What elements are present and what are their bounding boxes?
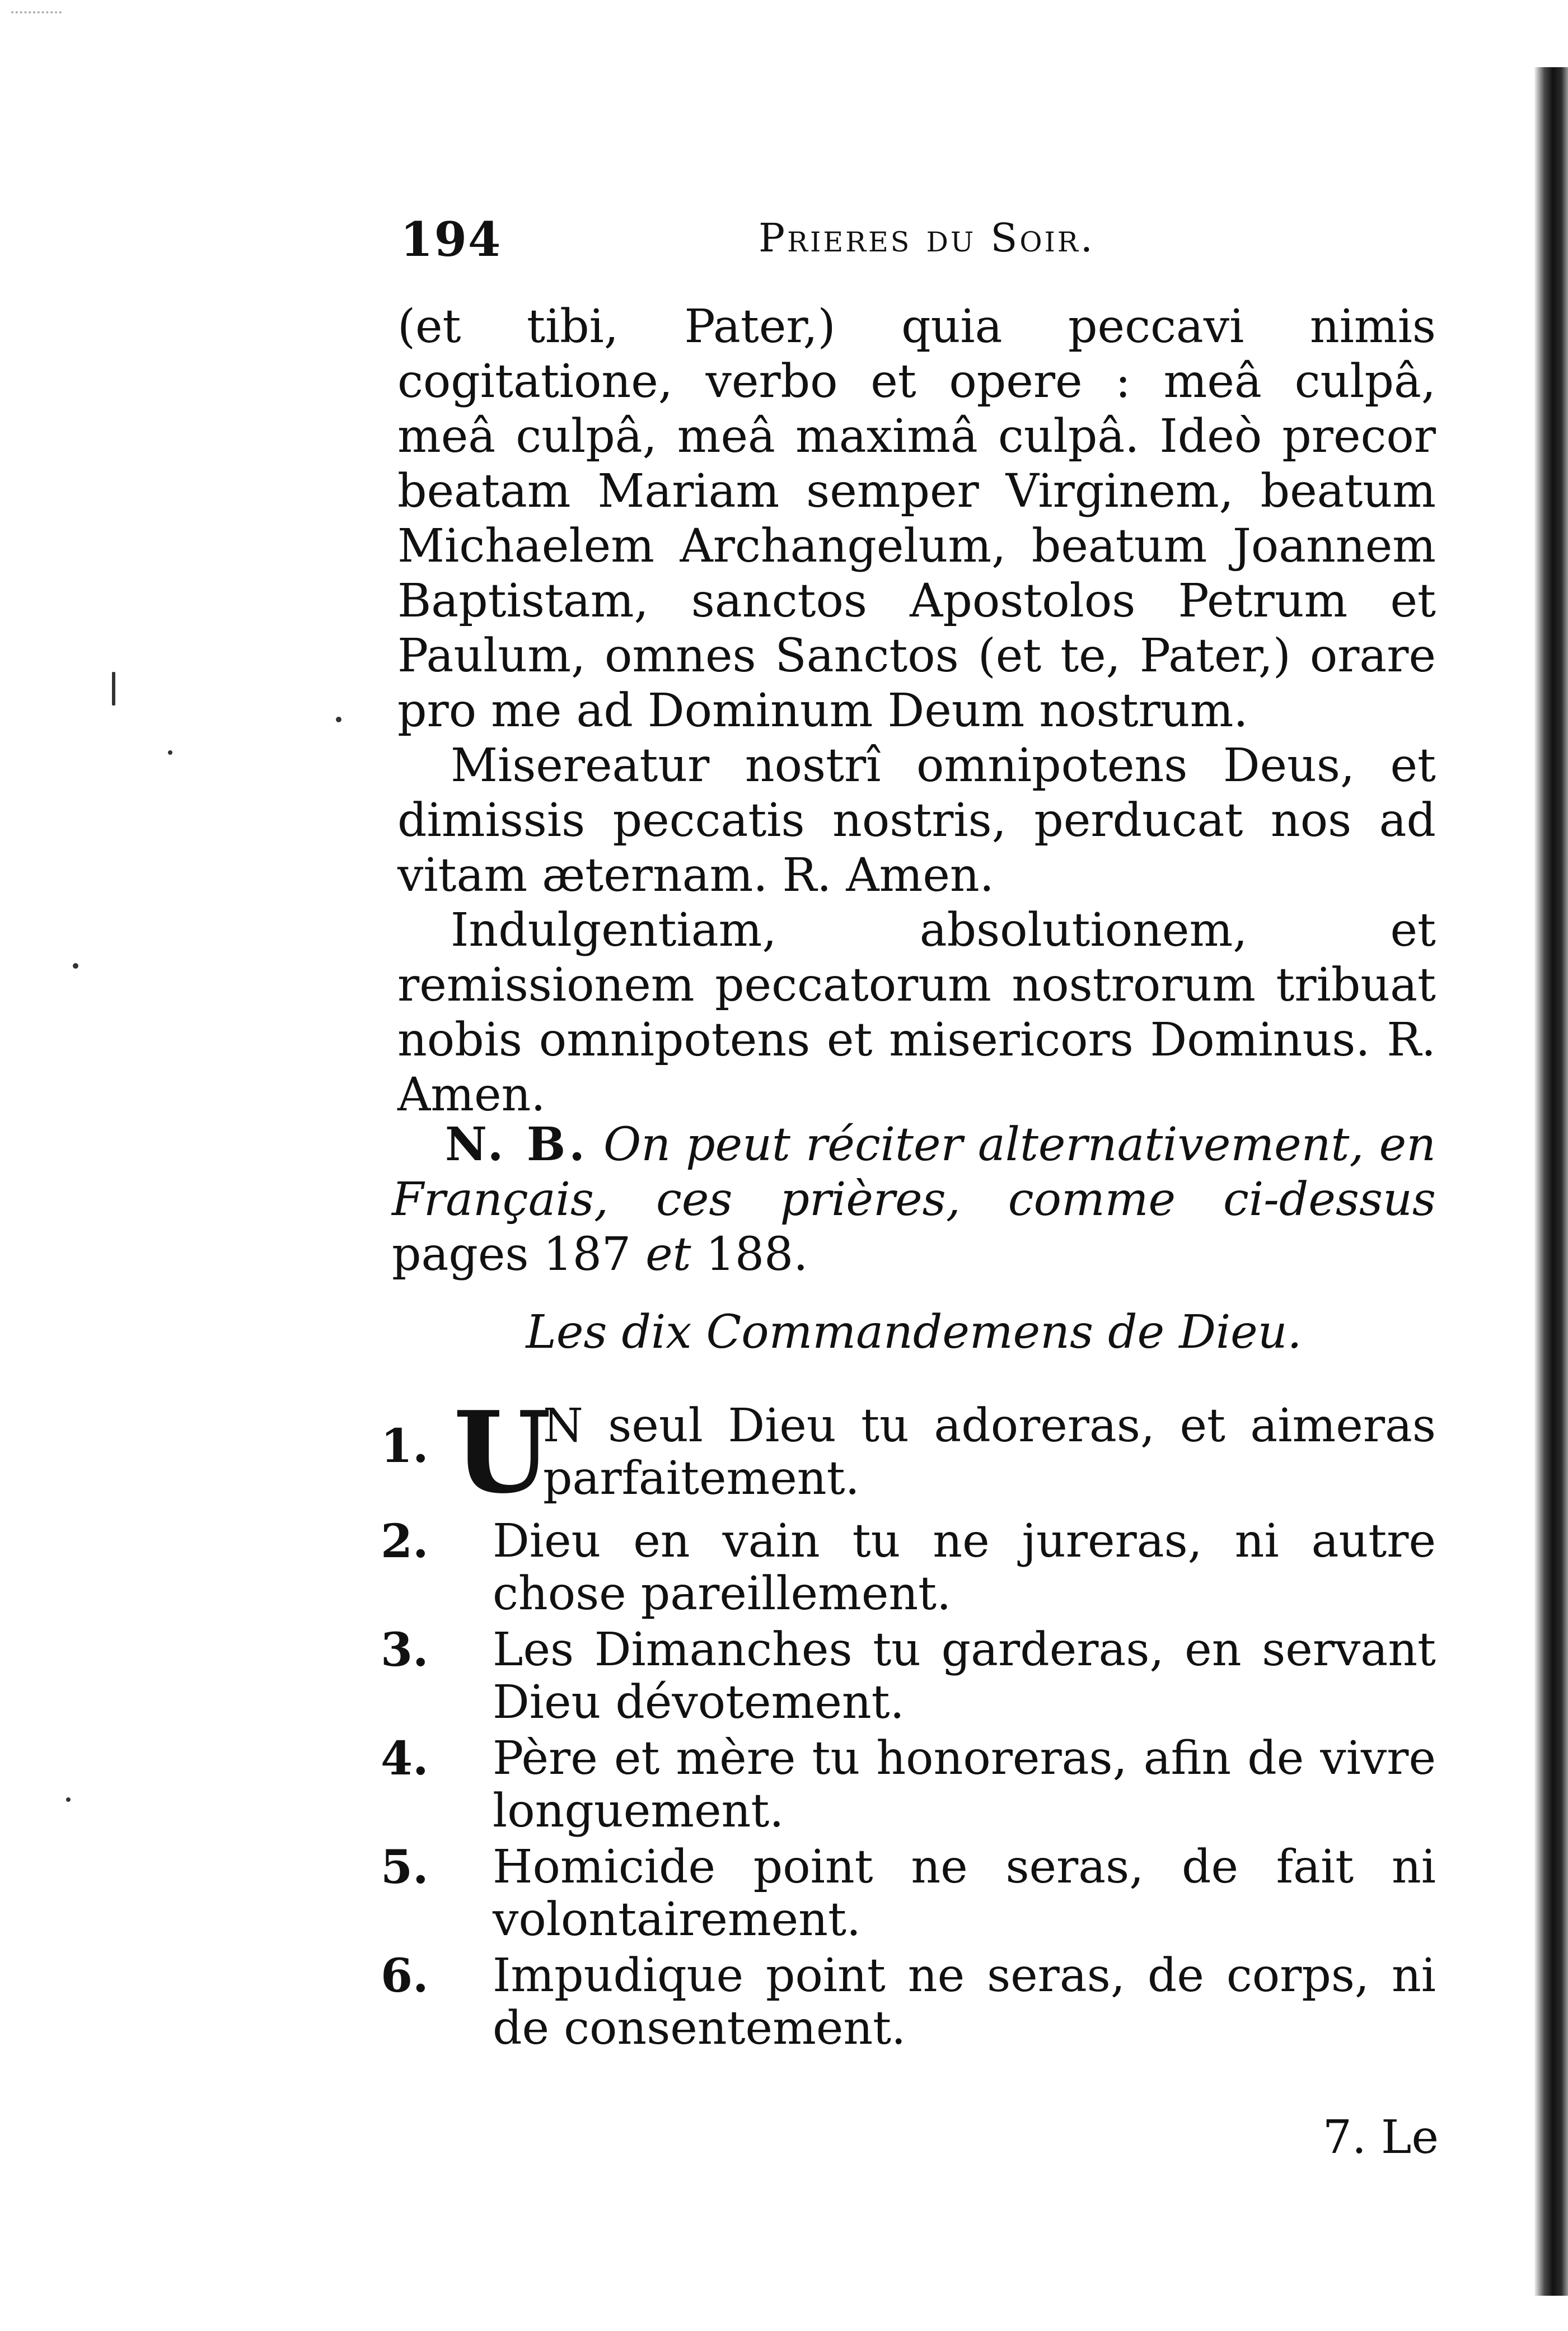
list-item (381, 1950, 1436, 2055)
scan-speck (168, 750, 172, 755)
paragraph: Indulgentiam, absolutionem, et remissionem peccatorum nostrorum tribuat nobis omnipotens et misericors Dominus. R. Amen. (397, 904, 1436, 1122)
page-number: 194 (400, 212, 502, 267)
page-header (400, 212, 1453, 273)
scan-mark (11, 11, 62, 58)
item-text: Dieu en vain tu ne jureras, ni autre chose pareillement. (493, 1515, 1436, 1620)
paragraph: (et tibi, Pater,) quia peccavi nimis cogitatione, verbo et opere : meâ culpâ, meâ culpâ, meâ maximâ culpâ. Ideò precor beatam Mariam semper Virginem, beatum Michaelem Archangelum, beatum Joannem Baptistam, sanctos Apostolos Petrum et Paulum, omnes Sanctos (et te, Pater,) orare pro me ad Dominum Deum nostrum. (397, 300, 1436, 737)
note-conjunction: et (645, 1228, 691, 1281)
scan-speck (336, 717, 341, 722)
item-text: Impudique point ne seras, de corps, ni de consentement. (493, 1949, 1436, 2055)
commandments-list (381, 1387, 1436, 2058)
binding-edge (1534, 67, 1568, 2296)
item-number: 1. (381, 1419, 429, 1473)
note-pages: pages 187 (392, 1228, 631, 1281)
prayer-text (397, 300, 1436, 1123)
scan-speck (112, 672, 115, 706)
item-number: 3. (381, 1623, 429, 1677)
note-pages-end: 188. (705, 1228, 808, 1281)
item-number: 2. (381, 1515, 429, 1568)
list-item (381, 1387, 1436, 1519)
section-title: Les dix Commandemens de Dieu. (526, 1306, 1302, 1359)
running-title: Prieres du Soir. (759, 215, 1096, 261)
scan-speck (73, 963, 78, 969)
item-number: 6. (381, 1949, 429, 2003)
note-label: N. B. (445, 1118, 588, 1171)
drop-cap: U (453, 1387, 551, 1519)
paragraph: Misereatur nostrî omnipotens Deus, et dimissis peccatis nostris, perducat nos ad vitam æternam. R. Amen. (397, 739, 1436, 902)
item-text: N seul Dieu tu adoreras, et aimeras parfaitement. (543, 1399, 1436, 1505)
item-number: 4. (381, 1732, 429, 1786)
item-text: Homicide point ne seras, de fait ni volontairement. (493, 1840, 1436, 1946)
list-item (381, 1732, 1436, 1838)
list-item (381, 1841, 1436, 1946)
note-text: On peut réciter alternativement, en Français, ces prières, comme ci-dessus (392, 1118, 1436, 1226)
list-item (381, 1624, 1436, 1729)
item-text: Père et mère tu honoreras, afin de vivre longuement. (493, 1732, 1436, 1838)
scan-speck (66, 1797, 71, 1802)
item-text: Les Dimanches tu garderas, en servant Dieu dévotement. (493, 1623, 1436, 1729)
list-item (381, 1515, 1436, 1620)
catchword: 7. Le (1322, 2111, 1439, 2164)
item-number: 5. (381, 1840, 429, 1894)
editor-note (392, 1117, 1436, 1282)
